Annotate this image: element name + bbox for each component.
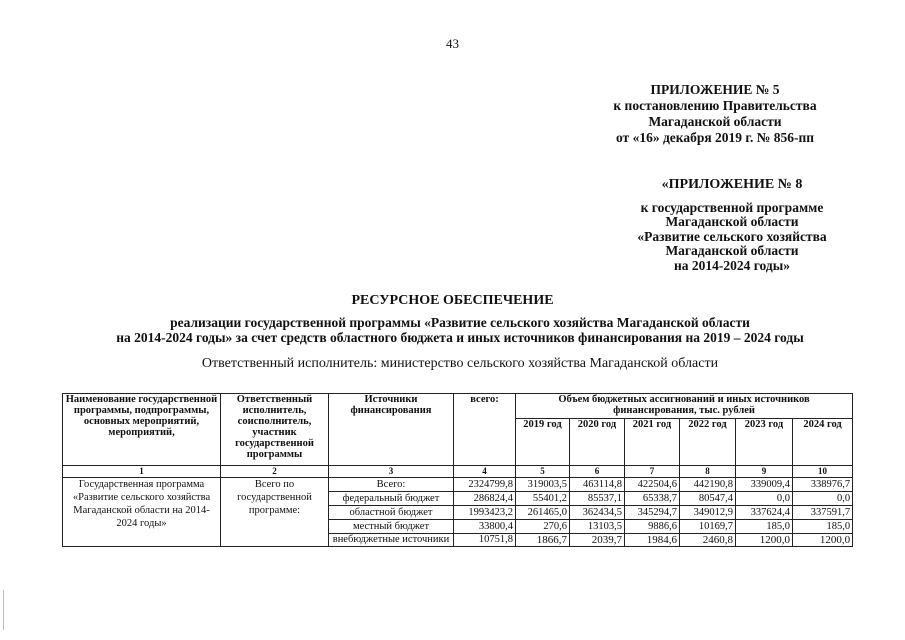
value-cell: 422504,6 (625, 478, 680, 492)
column-number-row (63, 466, 853, 478)
header-name: Наименование государственной программы, подпрограммы, основных мероприятий, мероприятий, (63, 394, 221, 466)
value-cell: 10169,7 (680, 520, 736, 534)
subtitle-line: на 2014-2024 годы» за счет средств областного бюджета и иных источников финансирования на 2019 – 2024 годы (116, 330, 804, 345)
column-number: 10 (793, 466, 853, 478)
header-row (63, 394, 853, 419)
value-cell: 0,0 (736, 492, 793, 506)
appendix-5-line: к постановлению Правительства (613, 98, 817, 113)
column-number: 1 (63, 466, 221, 478)
value-cell: 2039,7 (570, 534, 625, 547)
table-row (63, 478, 853, 492)
header-year: 2023 год (736, 419, 793, 466)
column-number: 9 (736, 466, 793, 478)
value-cell: 345294,7 (625, 506, 680, 520)
value-cell: 337591,7 (793, 506, 853, 520)
value-cell: 55401,2 (516, 492, 570, 506)
column-number: 6 (570, 466, 625, 478)
appendix-5-header (585, 82, 845, 146)
value-cell: 0,0 (793, 492, 853, 506)
column-number: 3 (329, 466, 454, 478)
appendix-8-line: к государственной программе (640, 199, 824, 215)
appendix-8-title: «ПРИЛОЖЕНИЕ № 8 (661, 177, 803, 192)
value-cell: 286824,4 (454, 492, 516, 506)
value-cell: 1866,7 (516, 534, 570, 547)
scan-edge-mark (3, 590, 4, 630)
value-cell: 2460,8 (680, 534, 736, 547)
appendix-5-title: ПРИЛОЖЕНИЕ № 5 (650, 82, 780, 97)
source-cell: местный бюджет (329, 520, 454, 534)
program-name: Государственная программа «Развитие сельского хозяйства Магаданской области на 2014-2024 годы» (63, 478, 221, 547)
header-year: 2024 год (793, 419, 853, 466)
source-cell: Всего: (329, 478, 454, 492)
value-cell: 10751,8 (454, 534, 516, 547)
value-cell: 1993423,2 (454, 506, 516, 520)
value-cell: 349012,9 (680, 506, 736, 520)
header-year: 2019 год (516, 419, 570, 466)
subtitle-line: реализации государственной программы «Развитие сельского хозяйства Магаданской области (170, 315, 750, 330)
appendix-8-line: на 2014-2024 годы» (673, 257, 791, 273)
value-cell: 338976,7 (793, 478, 853, 492)
document-subtitle (40, 315, 880, 345)
value-cell: 1984,6 (625, 534, 680, 547)
value-cell: 1200,0 (793, 534, 853, 547)
document-title: РЕСУРСНОЕ ОБЕСПЕЧЕНИЕ (351, 293, 554, 308)
column-number: 5 (516, 466, 570, 478)
value-cell: 80547,4 (680, 492, 736, 506)
value-cell: 13103,5 (570, 520, 625, 534)
column-number: 8 (680, 466, 736, 478)
source-cell: федеральный бюджет (329, 492, 454, 506)
appendix-8-header (612, 178, 852, 273)
source-cell: внебюджетные источники (329, 534, 454, 547)
value-cell: 442190,8 (680, 478, 736, 492)
appendix-8-line: Магаданской области (665, 214, 799, 229)
value-cell: 9886,6 (625, 520, 680, 534)
column-number: 2 (221, 466, 329, 478)
column-number: 4 (454, 466, 516, 478)
header-year: 2022 год (680, 419, 736, 466)
header-executor: Ответственный исполнитель, соисполнитель, участник государственной программы (221, 394, 329, 466)
program-executor: Всего по государственной программе: (221, 478, 329, 547)
source-cell: областной бюджет (329, 506, 454, 520)
resource-table (62, 393, 853, 547)
value-cell: 185,0 (793, 520, 853, 534)
appendix-8-line: «Развитие сельского хозяйства (637, 228, 827, 244)
appendix-8-line: Магаданской области (665, 243, 799, 258)
value-cell: 339009,4 (736, 478, 793, 492)
value-cell: 2324799,8 (454, 478, 516, 492)
column-number: 7 (625, 466, 680, 478)
value-cell: 1200,0 (736, 534, 793, 547)
header-year: 2021 год (625, 419, 680, 466)
page-number: 43 (446, 36, 459, 51)
value-cell: 261465,0 (516, 506, 570, 520)
value-cell: 85537,1 (570, 492, 625, 506)
value-cell: 337624,4 (736, 506, 793, 520)
header-volume: Объем бюджетных ассигнований и иных источников финансирования, тыс. рублей (516, 394, 853, 419)
value-cell: 319003,5 (516, 478, 570, 492)
value-cell: 185,0 (736, 520, 793, 534)
value-cell: 362434,5 (570, 506, 625, 520)
header-year: 2020 год (570, 419, 625, 466)
value-cell: 65338,7 (625, 492, 680, 506)
value-cell: 33800,4 (454, 520, 516, 534)
value-cell: 270,6 (516, 520, 570, 534)
value-cell: 463114,8 (570, 478, 625, 492)
responsible-executor: Ответственный исполнитель: министерство сельского хозяйства Магаданской области (201, 356, 719, 371)
header-source: Источники финансирования (329, 394, 454, 466)
appendix-5-line: Магаданской области (648, 114, 782, 129)
appendix-5-date: от «16» декабря 2019 г. № 856-пп (615, 130, 814, 145)
header-total: всего: (454, 394, 516, 466)
